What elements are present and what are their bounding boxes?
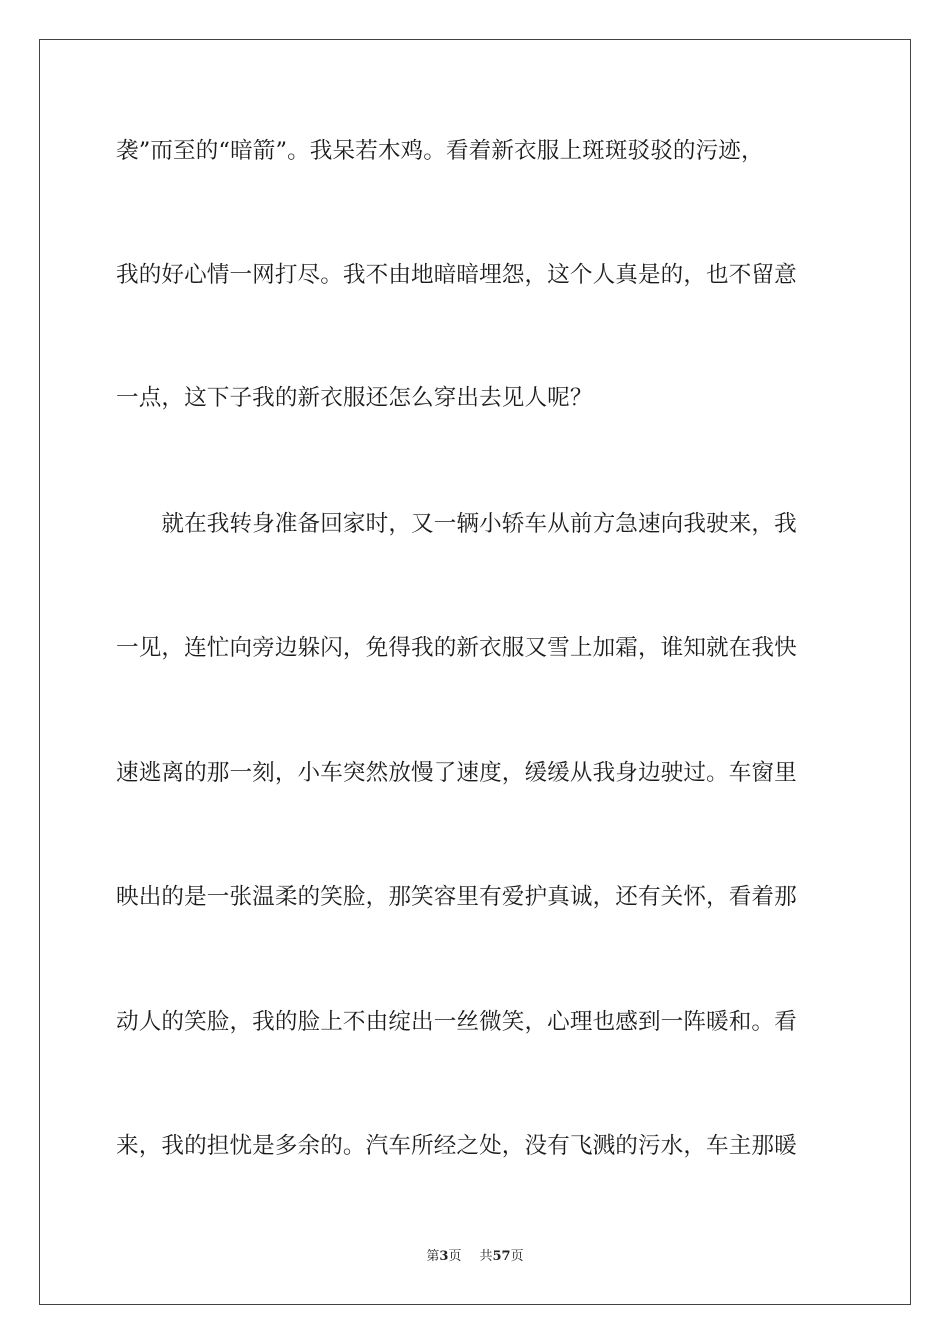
total-suffix: 页 xyxy=(510,1249,524,1264)
page-footer xyxy=(0,1248,950,1266)
text-line-3: 一点，这下子我的新衣服还怎么穿出去见人呢？ xyxy=(116,385,593,411)
text-line-1: 袭”而至的“暗箭”。我呆若木鸡。看着新衣服上斑斑驳驳的污迹， xyxy=(116,138,764,164)
text-line-4: 就在我转身准备回家时，又一辆小轿车从前方急速向我驶来，我 xyxy=(116,511,797,537)
total-pages: 57 xyxy=(492,1249,511,1264)
page-border xyxy=(39,39,911,1305)
page-prefix: 第 xyxy=(426,1249,440,1264)
text-line-8: 动人的笑脸，我的脸上不由绽出一丝微笑，心理也感到一阵暖和。看 xyxy=(116,1009,797,1035)
text-line-6: 速逃离的那一刻，小车突然放慢了速度，缓缓从我身边驶过。车窗里 xyxy=(116,760,797,786)
page-suffix: 页 xyxy=(448,1249,462,1264)
total-prefix: 共 xyxy=(479,1249,493,1264)
text-line-5: 一见，连忙向旁边躲闪，免得我的新衣服又雪上加霜，谁知就在我快 xyxy=(116,635,797,661)
text-line-7: 映出的是一张温柔的笑脸，那笑容里有爱护真诚，还有关怀，看着那 xyxy=(116,884,797,910)
text-line-2: 我的好心情一网打尽。我不由地暗暗埋怨，这个人真是的，也不留意 xyxy=(116,262,797,288)
page-number: 3 xyxy=(439,1249,449,1264)
text-line-9: 来，我的担忧是多余的。汽车所经之处，没有飞溅的污水，车主那暖 xyxy=(116,1133,797,1159)
